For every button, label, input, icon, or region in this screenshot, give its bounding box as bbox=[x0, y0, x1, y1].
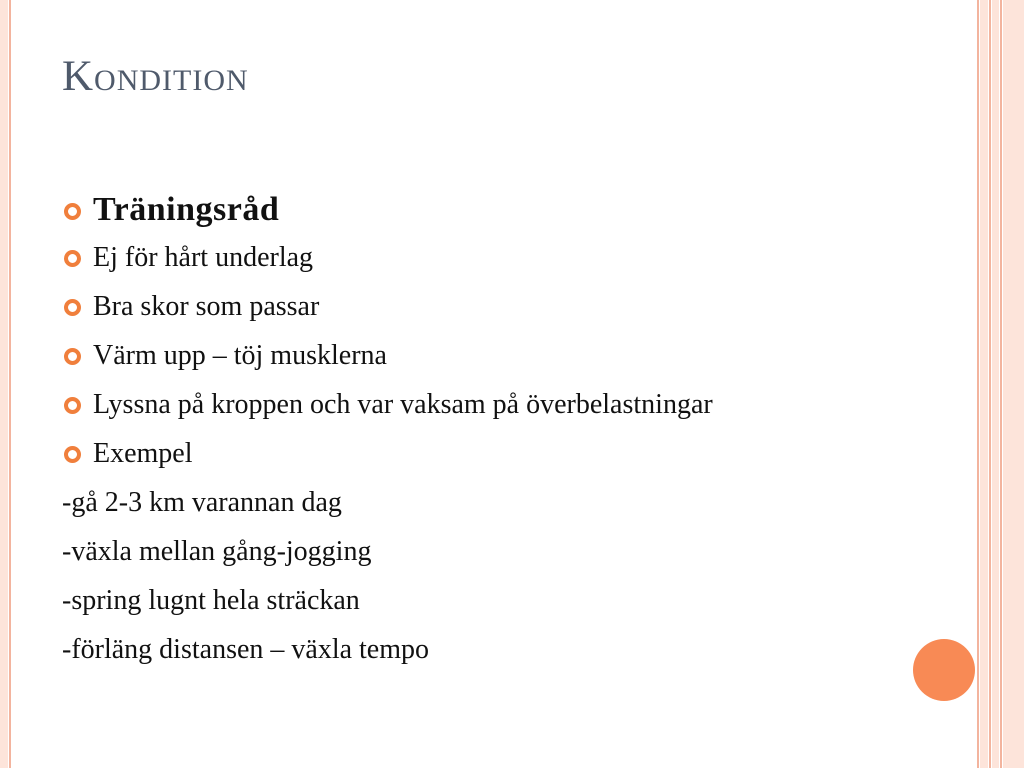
orange-ring-bullet-icon bbox=[64, 446, 81, 463]
orange-ring-bullet-icon bbox=[64, 250, 81, 267]
slide-title: Kondition bbox=[62, 53, 249, 100]
left-decorative-line bbox=[9, 0, 11, 768]
example-line bbox=[62, 483, 962, 523]
right-decorative-band-1 bbox=[980, 0, 988, 768]
slide-content bbox=[62, 188, 962, 679]
decorative-orange-circle bbox=[913, 639, 975, 701]
bullet-item bbox=[62, 188, 962, 232]
right-decorative-line-2 bbox=[989, 0, 991, 768]
orange-ring-bullet-icon bbox=[64, 397, 81, 414]
bullet-text: Exempel bbox=[93, 438, 193, 469]
bullet-item bbox=[62, 385, 733, 425]
example-text: -gå 2-3 km varannan dag bbox=[62, 487, 342, 518]
orange-ring-bullet-icon bbox=[64, 348, 81, 365]
bullet-text: Ej för hårt underlag bbox=[93, 242, 314, 273]
bullet-text: Träningsråd bbox=[93, 191, 280, 228]
right-decorative-line-3 bbox=[1000, 0, 1002, 768]
right-decorative-band-3 bbox=[1003, 0, 1024, 768]
bullet-item bbox=[62, 434, 962, 474]
example-text: -växla mellan gång-jogging bbox=[62, 536, 372, 567]
example-line bbox=[62, 532, 962, 572]
left-decorative-band bbox=[0, 0, 8, 768]
bullet-item bbox=[62, 238, 962, 278]
orange-ring-bullet-icon bbox=[64, 203, 81, 220]
bullet-item bbox=[62, 287, 962, 327]
bullet-text: Lyssna på kroppen och var vaksam på överbelastningar bbox=[93, 389, 713, 420]
right-decorative-band-2 bbox=[992, 0, 999, 768]
bullet-item bbox=[62, 336, 962, 376]
bullet-text: Bra skor som passar bbox=[93, 291, 320, 322]
bullet-text: Värm upp – töj musklerna bbox=[93, 340, 387, 371]
example-line bbox=[62, 630, 962, 670]
orange-ring-bullet-icon bbox=[64, 299, 81, 316]
example-line bbox=[62, 581, 962, 621]
example-text: -förläng distansen – växla tempo bbox=[62, 634, 430, 665]
example-text: -spring lugnt hela sträckan bbox=[62, 585, 360, 616]
right-decorative-line-1 bbox=[977, 0, 979, 768]
